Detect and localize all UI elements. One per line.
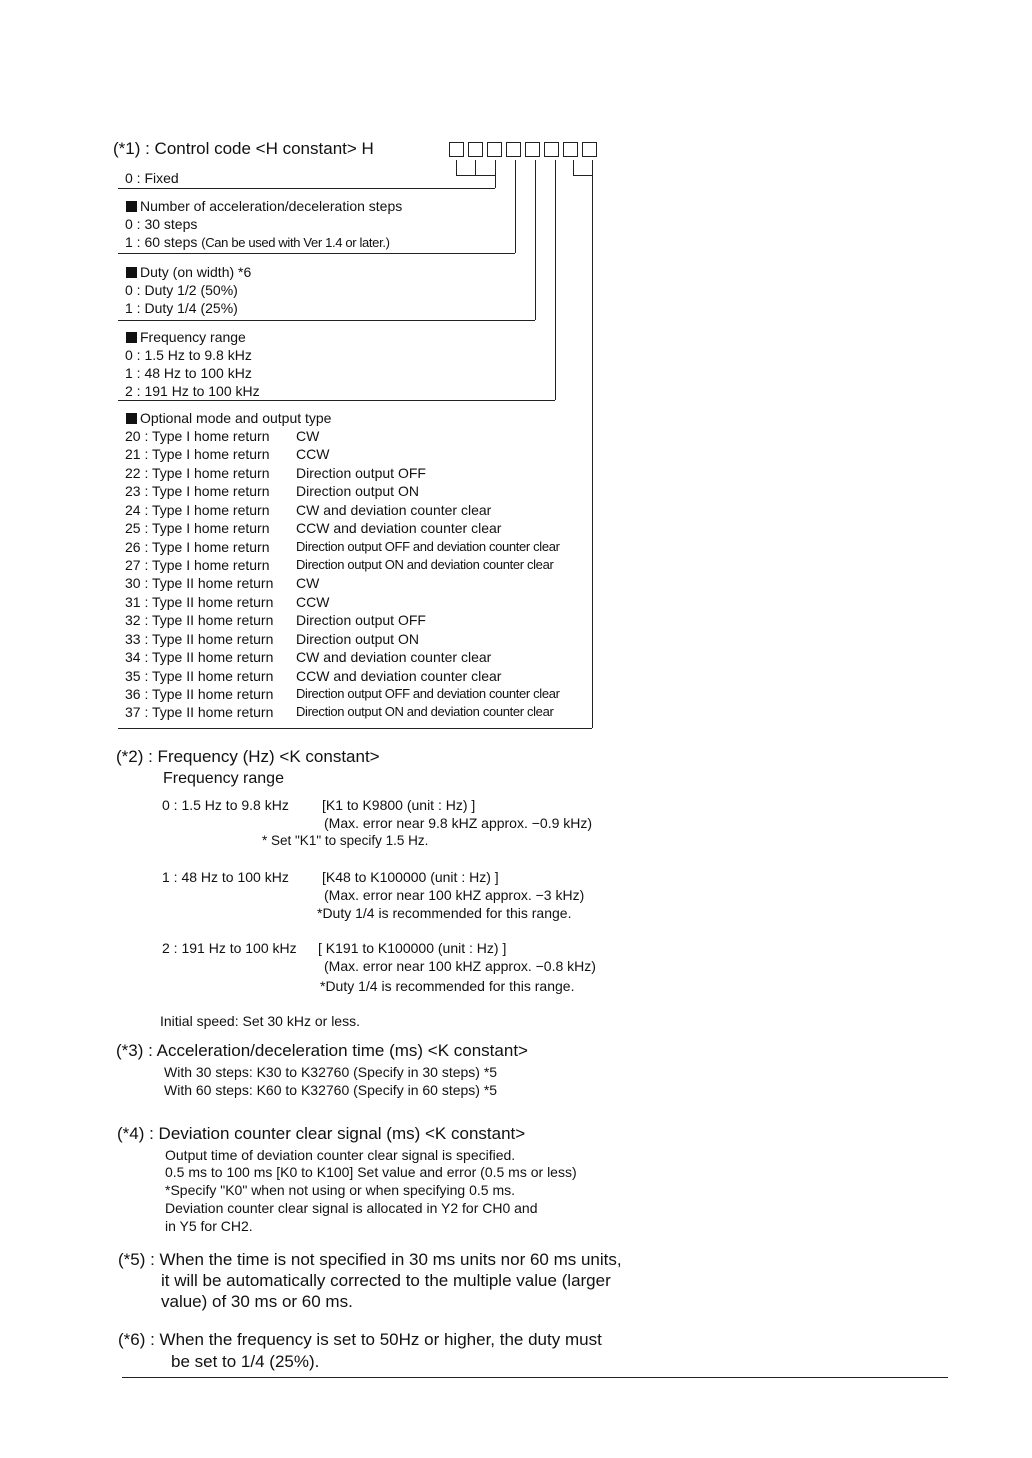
mode-output: CW bbox=[296, 575, 320, 591]
footer-rule bbox=[122, 1377, 948, 1378]
steps-option-1-value: 1 : 60 steps bbox=[125, 234, 198, 250]
divider bbox=[118, 320, 535, 321]
range-2-values: [ K191 to K100000 (unit : Hz) ] bbox=[318, 940, 507, 956]
range-2-label: 2 : 191 Hz to 100 kHz bbox=[162, 940, 297, 956]
range-0-error: (Max. error near 9.8 kHZ approx. −0.9 kHz) bbox=[324, 815, 593, 831]
note-5-line-2: it will be automatically corrected to the multiple value (larger bbox=[161, 1271, 611, 1290]
note-5-line-1: (*5) : When the time is not specified in 30 ms units nor 60 ms units, bbox=[118, 1250, 622, 1269]
h-constant-title: (*1) : Control code <H constant> H bbox=[113, 139, 374, 158]
steps-option-0: 0 : 30 steps bbox=[125, 216, 198, 232]
mode-code: 23 : Type I home return bbox=[125, 483, 270, 499]
range-1-values: [K48 to K100000 (unit : Hz) ] bbox=[322, 869, 499, 885]
mode-output: CCW and deviation counter clear bbox=[296, 668, 502, 684]
mode-code: 32 : Type II home return bbox=[125, 612, 274, 628]
divider bbox=[118, 188, 495, 189]
mode-code: 34 : Type II home return bbox=[125, 649, 274, 665]
mode-output: CW and deviation counter clear bbox=[296, 502, 492, 518]
mode-output: Direction output ON and deviation counter clear bbox=[296, 704, 554, 719]
range-1-label: 1 : 48 Hz to 100 kHz bbox=[162, 869, 289, 885]
mode-code: 21 : Type I home return bbox=[125, 446, 270, 462]
initial-speed-note: Initial speed: Set 30 kHz or less. bbox=[160, 1013, 360, 1029]
steps-heading-text: Number of acceleration/deceleration steps bbox=[140, 198, 403, 214]
mode-code: 30 : Type II home return bbox=[125, 575, 274, 591]
mode-code: 22 : Type I home return bbox=[125, 465, 270, 481]
mode-heading bbox=[126, 410, 331, 426]
range-0-values: [K1 to K9800 (unit : Hz) ] bbox=[322, 797, 476, 813]
deviation-title: (*4) : Deviation counter clear signal (ms) <K constant> bbox=[117, 1124, 526, 1143]
steps-option-1-note: (Can be used with Ver 1.4 or later.) bbox=[201, 235, 390, 250]
steps-heading bbox=[126, 198, 402, 214]
mode-output: Direction output ON bbox=[296, 483, 419, 499]
mode-code: 20 : Type I home return bbox=[125, 428, 270, 444]
divider bbox=[118, 728, 592, 729]
note-6-line-1: (*6) : When the frequency is set to 50Hz or higher, the duty must bbox=[118, 1330, 602, 1349]
mode-output: Direction output OFF bbox=[296, 465, 426, 481]
mode-code: 27 : Type I home return bbox=[125, 557, 270, 573]
note-6-line-2: be set to 1/4 (25%). bbox=[171, 1352, 320, 1371]
mode-output: CCW and deviation counter clear bbox=[296, 520, 502, 536]
mode-code: 25 : Type I home return bbox=[125, 520, 270, 536]
divider bbox=[118, 253, 515, 254]
range-1-error: (Max. error near 100 kHZ approx. −3 kHz) bbox=[324, 887, 585, 903]
range-0-note: * Set "K1" to specify 1.5 Hz. bbox=[262, 833, 429, 848]
deviation-line-4: Deviation counter clear signal is allocated in Y2 for CH0 and bbox=[165, 1200, 538, 1216]
mode-code: 35 : Type II home return bbox=[125, 668, 274, 684]
mode-output: CCW bbox=[296, 446, 330, 462]
mode-output: Direction output ON bbox=[296, 631, 419, 647]
duty-option-0: 0 : Duty 1/2 (50%) bbox=[125, 282, 238, 298]
duty-heading bbox=[126, 264, 251, 280]
freq-option-1: 1 : 48 Hz to 100 kHz bbox=[125, 365, 252, 381]
mode-code: 33 : Type II home return bbox=[125, 631, 274, 647]
mode-output: CW and deviation counter clear bbox=[296, 649, 492, 665]
range-0-label: 0 : 1.5 Hz to 9.8 kHz bbox=[162, 797, 289, 813]
duty-heading-text: Duty (on width) *6 bbox=[140, 264, 252, 280]
freq-heading bbox=[126, 329, 246, 345]
mode-output: Direction output ON and deviation counter clear bbox=[296, 557, 554, 572]
deviation-line-5: in Y5 for CH2. bbox=[165, 1218, 253, 1234]
deviation-line-2: 0.5 ms to 100 ms [K0 to K100] Set value and error (0.5 ms or less) bbox=[165, 1164, 577, 1180]
mode-output: CCW bbox=[296, 594, 330, 610]
mode-code: 24 : Type I home return bbox=[125, 502, 270, 518]
range-2-error: (Max. error near 100 kHZ approx. −0.8 kHz) bbox=[324, 958, 596, 974]
accel-line-1: With 30 steps: K30 to K32760 (Specify in 30 steps) *5 bbox=[164, 1064, 498, 1080]
mode-output: Direction output OFF bbox=[296, 612, 426, 628]
mode-output: Direction output OFF and deviation counter clear bbox=[296, 686, 560, 701]
mode-code: 36 : Type II home return bbox=[125, 686, 274, 702]
deviation-line-3: *Specify "K0" when not using or when specifying 0.5 ms. bbox=[165, 1182, 516, 1198]
note-5-line-3: value) of 30 ms or 60 ms. bbox=[161, 1292, 353, 1311]
range-2-note: *Duty 1/4 is recommended for this range. bbox=[320, 978, 575, 994]
mode-output: CW bbox=[296, 428, 320, 444]
frequency-title: (*2) : Frequency (Hz) <K constant> bbox=[116, 747, 380, 766]
mode-code: 31 : Type II home return bbox=[125, 594, 274, 610]
mode-heading-text: Optional mode and output type bbox=[140, 410, 332, 426]
mode-code: 26 : Type I home return bbox=[125, 539, 270, 555]
duty-option-1: 1 : Duty 1/4 (25%) bbox=[125, 300, 238, 316]
digit-boxes bbox=[449, 141, 601, 159]
steps-option-1 bbox=[125, 234, 390, 250]
freq-option-2: 2 : 191 Hz to 100 kHz bbox=[125, 383, 260, 399]
frequency-subtitle: Frequency range bbox=[163, 770, 284, 787]
accel-title: (*3) : Acceleration/deceleration time (ms) <K constant> bbox=[116, 1041, 528, 1060]
mode-code: 37 : Type II home return bbox=[125, 704, 274, 720]
deviation-line-1: Output time of deviation counter clear signal is specified. bbox=[165, 1147, 516, 1163]
fixed-label: 0 : Fixed bbox=[125, 170, 179, 186]
divider bbox=[118, 400, 555, 401]
mode-output: Direction output OFF and deviation counter clear bbox=[296, 539, 560, 554]
freq-option-0: 0 : 1.5 Hz to 9.8 kHz bbox=[125, 347, 252, 363]
freq-heading-text: Frequency range bbox=[140, 329, 246, 345]
range-1-note: *Duty 1/4 is recommended for this range. bbox=[317, 905, 572, 921]
accel-line-2: With 60 steps: K60 to K32760 (Specify in 60 steps) *5 bbox=[164, 1082, 498, 1098]
